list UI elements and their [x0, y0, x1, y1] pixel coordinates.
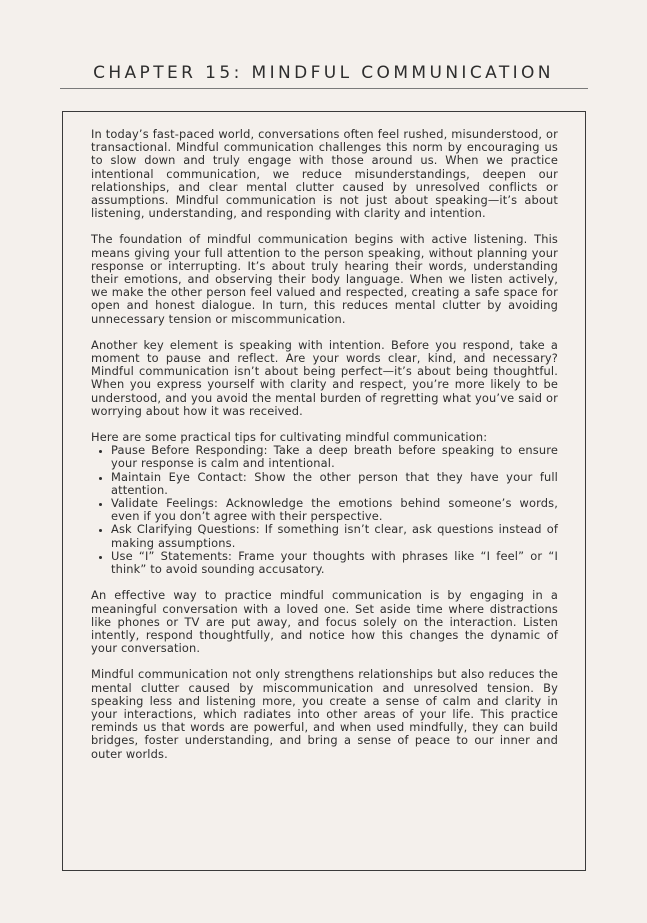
paragraph-conclusion: Mindful communication not only strengthens relationships but also reduces the mental clutter caused by miscommunication and unresolved tension. By speaking less and listening more, you create a sense of calm and clarity in your interactions, which radiates into other areas of your life. This practice reminds us that words are powerful, and when used mindfully, they can build bridges, foster understanding, and bring a sense of peace to our inner and outer worlds.	[91, 667, 558, 761]
title-divider	[60, 88, 588, 89]
tip-item: • Ask Clarifying Questions: If something isn’t clear, ask questions instead of making assumptions.	[111, 523, 558, 549]
tip-item: • Use “I” Statements: Frame your thoughts with phrases like “I feel” or “I think” to avoid sounding accusatory.	[111, 550, 558, 576]
chapter-body	[91, 128, 558, 774]
tips-intro: Here are some practical tips for cultivating mindful communication:	[91, 430, 488, 445]
tip-item: • Validate Feelings: Acknowledge the emotions behind someone’s words, even if you don’t agree with their perspective.	[111, 497, 558, 523]
chapter-title: CHAPTER 15: MINDFUL COMMUNICATION	[93, 63, 554, 83]
paragraph-speaking-intention: Another key element is speaking with intention. Before you respond, take a moment to pause and reflect. Are your words clear, kind, and necessary? Mindful communication isn’t about being perfect—it’s about being thoughtful. When you express yourself with clarity and respect, you’re more likely to be understood, and you avoid the mental burden of regretting what you’ve said or worrying about how it was received.	[91, 337, 558, 418]
tips-list	[91, 444, 558, 576]
tip-item: • Pause Before Responding: Take a deep breath before speaking to ensure your response is calm and intentional.	[111, 444, 558, 470]
paragraph-active-listening: The foundation of mindful communication begins with active listening. This means giving your full attention to the person speaking, without planning your response or interrupting. It’s about truly hearing their words, understanding their emotions, and observing their body language. When we listen actively, we make the other person feel valued and respected, creating a safe space for open and honest dialogue. In turn, this reduces mental clutter by avoiding unnecessary tension or miscommunication.	[91, 232, 558, 326]
paragraph-practice: An effective way to practice mindful communication is by engaging in a meaningful conversation with a loved one. Set aside time where distractions like phones or TV are put away, and focus solely on the interaction. Listen intently, respond thoughtfully, and notice how this changes the dynamic of your conversation.	[91, 588, 558, 656]
tip-item: • Maintain Eye Contact: Show the other person that they have your full attention.	[111, 471, 558, 497]
paragraph-intro: In today’s fast-paced world, conversations often feel rushed, misunderstood, or transactional. Mindful communication challenges this norm by encouraging us to slow down and truly engage with those around us. When we practice intentional communication, we reduce misunderstandings, deepen our relationships, and clear mental clutter caused by unresolved conflicts or assumptions. Mindful communication is not just about speaking—it’s about listening, understanding, and responding with clarity and intention.	[91, 127, 558, 221]
